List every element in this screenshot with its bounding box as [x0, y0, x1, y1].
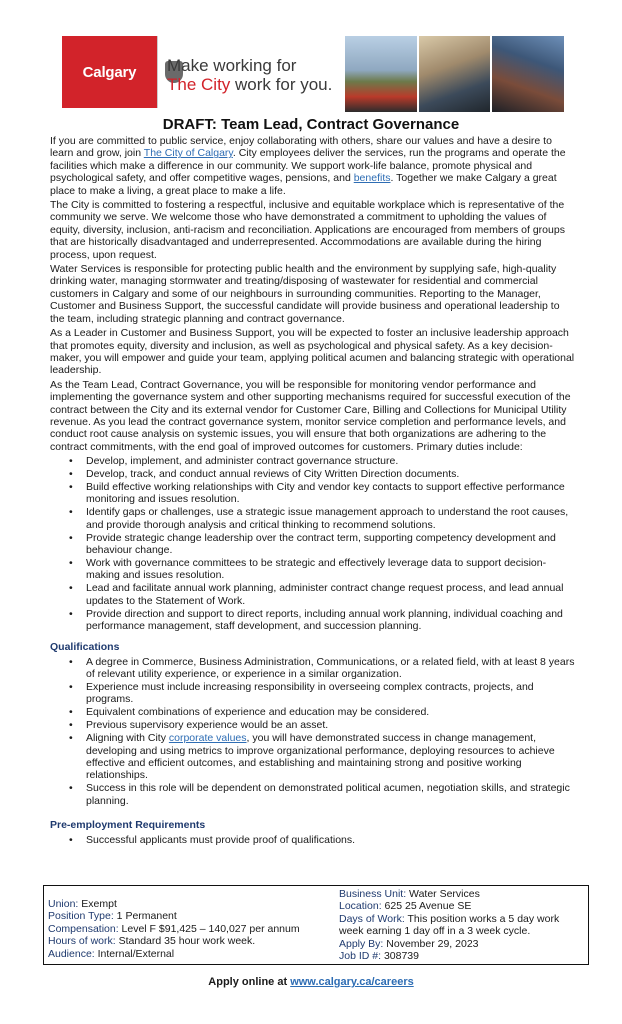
slogan-accent: The City	[167, 75, 231, 94]
header-photos	[345, 36, 564, 112]
list-item: • Develop, track, and conduct annual reviews of City Written Direction documents.	[50, 468, 577, 480]
qualifications-list	[50, 656, 577, 807]
duties-list	[50, 455, 577, 632]
job-id-row: Job ID #: 308739	[339, 950, 419, 963]
list-item: • A degree in Commerce, Business Administration, Communications, or a related field, with at least 8 years of relevant utility experience, or experience in a similar organization.	[50, 656, 577, 681]
list-item: • Experience must include increasing responsibility in overseeing complex contracts, projects, and programs.	[50, 681, 577, 706]
intro-paragraph: If you are committed to public service, enjoy collaborating with others, share our values and have a desire to learn and grow, join The City of Calgary. City employees deliver the services, run the programs and operate the facilities which make a difference in our community. We support work-life balance, promote physical and psychological safety, and offer competitive wages, pensions, and benefits. Together we make Calgary a great place to make a living, a great place to make a life.	[50, 135, 566, 197]
qualifications-heading: Qualifications	[50, 641, 120, 654]
list-item: • Successful applicants must provide proof of qualifications.	[50, 834, 577, 846]
role-paragraph: As the Team Lead, Contract Governance, you will be responsible for monitoring vendor performance and implementing the governance system and other supporting mechanisms required for successful execution of the contract between the City and its external vendor for Customer Care, Billing and Collections for Municipal Utility revenue. As you lead the contract governance system, monitor service completion and performance levels, and conduct root cause analysis on systemic issues, you will ensure that both organizations are adhering to the contract commitments, with the end goal of improved outcomes for customers. Primary duties include:	[50, 378, 571, 453]
page-title: DRAFT: Team Lead, Contract Governance	[162, 116, 460, 133]
apply-by-row: Apply By: November 29, 2023	[339, 937, 479, 950]
benefits-link[interactable]: benefits	[353, 172, 391, 185]
apply-footer: Apply online at www.calgary.ca/careers	[208, 976, 414, 988]
photo-outdoor-worker	[345, 36, 417, 112]
careers-link[interactable]: www.calgary.ca/careers	[290, 976, 414, 988]
info-left-column	[48, 898, 328, 960]
position-type-row: Position Type: 1 Permanent	[48, 910, 177, 923]
slogan-tail: work for you.	[230, 75, 333, 94]
list-item: • Identify gaps or challenges, use a strategic issue management approach to understand the root causes, and provide thorough analysis and critical thinking to recommend solutions.	[50, 506, 577, 531]
audience-row: Audience: Internal/External	[48, 947, 175, 960]
photo-transit-worker	[492, 36, 564, 112]
photo-office-workers	[419, 36, 491, 112]
header-banner	[62, 36, 564, 112]
list-item: • Provide direction and support to direct reports, including annual work planning, individual coaching and performance management, staff development, and succession planning.	[50, 608, 577, 633]
business-unit-row: Business Unit: Water Services	[339, 888, 480, 900]
slogan-line1: Make working for	[167, 56, 297, 75]
location-row: Location: 625 25 Avenue SE	[339, 900, 472, 913]
list-item: • Provide strategic change leadership over the contract term, supporting competency development and behaviour change.	[50, 532, 577, 557]
slogan-line2	[167, 75, 332, 94]
job-info-box	[43, 885, 589, 965]
inclusion-paragraph: The City is committed to fostering a respectful, inclusive and equitable workplace which is representative of the community we serve. We welcome those who have demonstrated a commitment to upholding the values of equity, diversity, inclusion, anti-racism and reconciliation. Applications are encouraged from members of groups that are historically disadvantaged and underrepresented. Accommodations are available during the hiring process, upon request.	[50, 199, 565, 261]
corporate-values-link[interactable]: corporate values	[168, 732, 247, 745]
pre-employment-list	[50, 834, 577, 846]
list-item: • Develop, implement, and administer contract governance structure.	[50, 455, 577, 467]
pre-employment-heading: Pre-employment Requirements	[50, 819, 206, 832]
logo-text: Calgary	[82, 63, 137, 81]
leader-paragraph: As a Leader in Customer and Business Support, you will be expected to foster an inclusive leadership approach that promotes equity, diversity and inclusion, as well as psychological and physical safety. As a key decision-maker, you will empower and guide your team, applying political acumen and balancing strategic with operational leadership.	[50, 327, 575, 377]
job-description	[50, 135, 577, 846]
info-right-column	[339, 888, 584, 962]
list-item: • Success in this role will be dependent on demonstrated political acumen, negotiation skills, and strategic planning.	[50, 782, 577, 807]
city-link[interactable]: The City of Calgary	[143, 147, 233, 160]
list-item: • Lead and facilitate annual work planning, administer contract change request process, and lead annual updates to the Statement of Work.	[50, 582, 577, 607]
compensation-row: Compensation: Level F $91,425 – 140,027 per annum	[48, 922, 300, 935]
days-of-work-row: Days of Work: This position works a 5 day work week earning 1 day off in a 3 week cycle.	[339, 912, 560, 938]
list-item: • Work with governance committees to be strategic and effectively leverage data to support decision-making and issues resolution.	[50, 557, 577, 582]
slogan	[167, 56, 332, 94]
hours-row: Hours of work: Standard 35 hour work week.	[48, 935, 256, 948]
list-item: • Equivalent combinations of experience and education may be considered.	[50, 706, 577, 718]
list-item: • Build effective working relationships with City and vendor key contacts to support effective performance monitoring and issues resolution.	[50, 481, 577, 506]
list-item: • Previous supervisory experience would be an asset.	[50, 719, 577, 731]
water-services-paragraph: Water Services is responsible for protecting public health and the environment by supplying safe, high-quality drinking water, managing stormwater and treating/disposing of wastewater for residential and commercial customers in Calgary and some of our neighbours in surrounding communities. Reporting to the Manager, Customer and Business Support, the successful candidate will provide business and operational leadership to the team, including strategic planning and contract governance.	[50, 263, 560, 325]
calgary-logo	[62, 36, 157, 108]
list-item: • Aligning with City corporate values, you will have demonstrated success in change management, developing and using metrics to improve organizational performance, deploying resources to achieve effective and efficient outcomes, and establishing and maintaining strong and positive working relationships.	[50, 732, 577, 782]
union-row: Union: Exempt	[48, 898, 117, 910]
